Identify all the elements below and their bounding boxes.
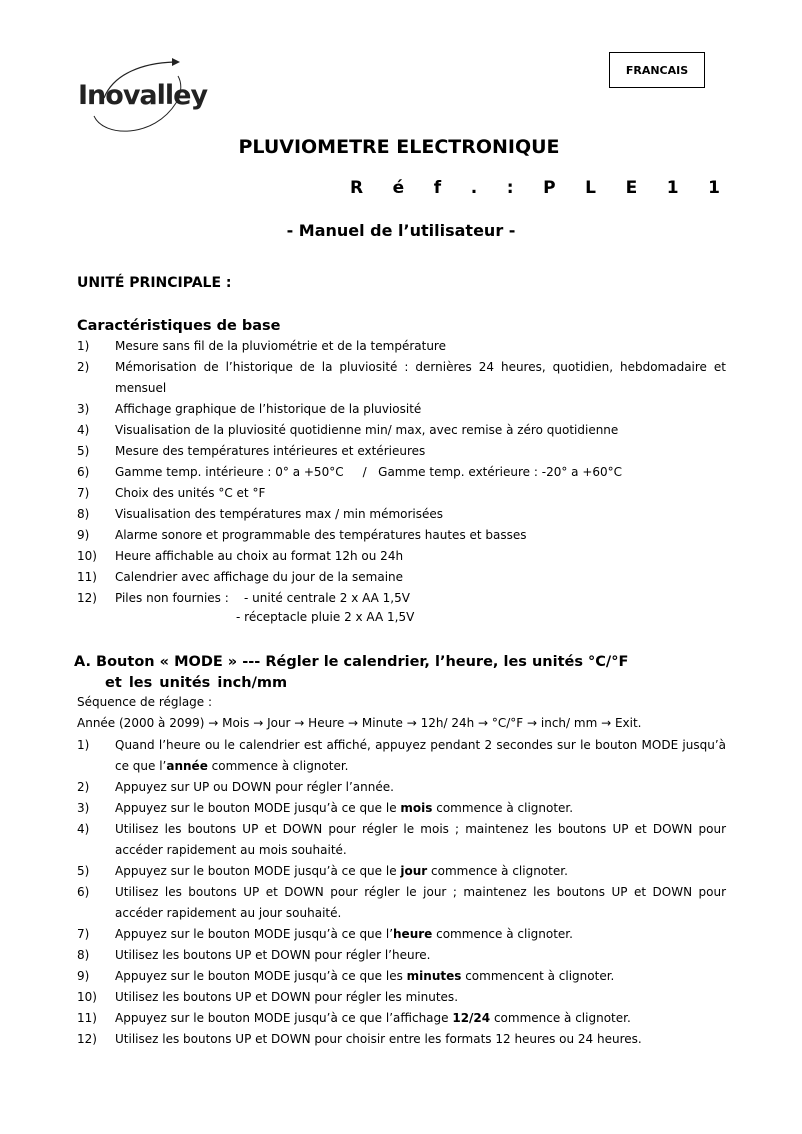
features-heading: Caractéristiques de base [77,318,281,334]
step-text-part: Utilisez les boutons UP et DOWN pour régler l’heure. [115,948,431,962]
feature-item [77,399,726,420]
feature-item [77,420,726,441]
step-number: 5) [77,864,90,878]
item-text: Heure affichable au choix au format 12h ou 24h [115,549,404,563]
step-number: 8) [77,948,90,962]
step-text [115,819,726,861]
logo-text: Inovalley [78,80,208,111]
reference [350,178,720,198]
item-number: 1) [77,339,90,353]
step-text-part: Appuyez sur le bouton MODE jusqu’à ce que le [115,864,401,878]
step-text-part: Utilisez les boutons UP et DOWN pour régler le jour ; maintenez les boutons UP et DOWN pour accéder rapidement au jour souhaité. [115,885,726,920]
step-item [77,987,726,1008]
reference-char: 1 [666,178,679,198]
step-item [77,924,726,945]
section-a-heading-line2: et les unités inch/mm [105,675,288,691]
features-list [77,336,730,609]
step-text [115,945,726,966]
step-text-bold: mois [400,801,433,815]
item-number: 2) [77,360,90,374]
step-text-part: Appuyez sur le bouton MODE jusqu’à ce que le [115,801,401,815]
item-text: Visualisation de la pluviosité quotidienne min/ max, avec remise à zéro quotidienne [115,423,619,437]
item-number: 12) [77,591,97,605]
step-number: 2) [77,780,90,794]
item-text: Mesure des températures intérieures et extérieures [115,444,426,458]
item-text: Alarme sonore et programmable des températures hautes et basses [115,528,527,542]
step-item [77,861,726,882]
step-text-bold: année [166,759,208,773]
step-number: 7) [77,927,90,941]
step-text-part: Utilisez les boutons UP et DOWN pour régler le mois ; maintenez les boutons UP et DOWN pour accéder rapidement au mois souhaité. [115,822,726,857]
step-number: 11) [77,1011,97,1025]
step-text-part: commence à clignoter. [432,927,573,941]
step-number: 10) [77,990,97,1004]
step-text [115,861,726,882]
step-text [115,882,726,924]
step-text-part: Appuyez sur le bouton MODE jusqu’à ce que l’affichage [115,1011,453,1025]
item-text: Mesure sans fil de la pluviométrie et de la température [115,339,446,353]
reference-char: 1 [708,178,720,198]
document-title: PLUVIOMETRE ELECTRONIQUE [238,136,560,158]
item-number: 7) [77,486,90,500]
item-number: 11) [77,570,97,584]
step-item [77,819,726,861]
step-text-bold: minutes [406,969,462,983]
step-text-part: Utilisez les boutons UP et DOWN pour régler les minutes. [115,990,459,1004]
step-text [115,777,726,798]
step-text [115,798,726,819]
step-number: 1) [77,738,90,752]
step-item [77,945,726,966]
item-number: 9) [77,528,90,542]
step-text-part: Appuyez sur le bouton MODE jusqu’à ce que les [115,969,407,983]
feature-item [77,546,726,567]
reference-char: L [585,178,596,198]
step-text [115,1008,726,1029]
item-number: 5) [77,444,90,458]
step-text-part: commencent à clignoter. [461,969,615,983]
item-text: Choix des unités °C et °F [115,486,266,500]
reference-char: : [506,178,514,198]
step-text-bold: jour [400,864,428,878]
step-item [77,798,726,819]
feature-item [77,567,726,588]
step-text-part: Appuyez sur le bouton MODE jusqu’à ce que l’ [115,927,394,941]
item-number: 8) [77,507,90,521]
step-number: 9) [77,969,90,983]
step-text [115,966,726,987]
step-text [115,1029,726,1050]
item-text: Affichage graphique de l’historique de la pluviosité [115,402,422,416]
feature-item [77,462,726,483]
features-continuation: - réceptacle pluie 2 x AA 1,5V [236,610,415,624]
reference-char: . [470,178,478,198]
language-label: FRANCAIS [609,52,705,88]
step-text-part: Utilisez les boutons UP et DOWN pour choisir entre les formats 12 heures ou 24 heures. [115,1032,642,1046]
step-text [115,987,726,1008]
feature-item [77,504,726,525]
feature-item [77,525,726,546]
step-text-bold: 12/24 [452,1011,491,1025]
reference-char: E [625,178,638,198]
step-text-part: commence à clignoter. [490,1011,631,1025]
step-text [115,924,726,945]
feature-item [77,357,730,399]
step-item [77,882,726,924]
step-text-part: commence à clignoter. [207,759,349,773]
step-item [77,966,726,987]
step-number: 3) [77,801,90,815]
item-text: Piles non fournies : - unité centrale 2 x AA 1,5V [115,591,410,605]
item-number: 6) [77,465,90,479]
step-item [77,1029,726,1050]
reference-char: é [392,178,405,198]
item-text: Mémorisation de l’historique de la pluviosité : dernières 24 heures, quotidien, hebdomadaire et mensuel [115,360,730,395]
main-unit-heading: UNITÉ PRINCIPALE : [77,275,232,291]
item-text: Gamme temp. intérieure : 0° a +50°C / Gamme temp. extérieure : -20° a +60°C [115,465,623,479]
step-text-part: commence à clignoter. [432,801,574,815]
reference-char: R [350,178,364,198]
feature-item [77,441,726,462]
inovalley-logo [74,58,224,138]
reference-char: P [543,178,556,198]
section-a-heading [74,652,628,694]
item-number: 3) [77,402,90,416]
item-text: Calendrier avec affichage du jour de la semaine [115,570,404,584]
section-a-heading-line1: A. Bouton « MODE » --- Régler le calendrier, l’heure, les unités °C/°F [74,654,629,670]
step-item [77,777,726,798]
feature-item [77,588,726,609]
feature-item [77,483,726,504]
steps-list [77,735,726,1050]
sequence: Année (2000 à 2099) → Mois → Jour → Heure → Minute → 12h/ 24h → °C/°F → inch/ mm → Exit. [77,716,642,730]
item-text: Visualisation des températures max / min mémorisées [115,507,444,521]
step-item [77,1008,726,1029]
item-number: 10) [77,549,97,563]
document-subtitle: - Manuel de l’utilisateur - [286,221,516,240]
step-text-part: commence à clignoter. [427,864,568,878]
step-number: 4) [77,822,90,836]
step-text-part: Quand l’heure ou le calendrier est affiché, appuyez pendant 2 secondes sur le bouton MODE jusqu’à ce que l’ [115,738,726,773]
step-number: 6) [77,885,90,899]
step-item [77,735,726,777]
step-number: 12) [77,1032,97,1046]
item-number: 4) [77,423,90,437]
step-text-part: Appuyez sur UP ou DOWN pour régler l’année. [115,780,394,794]
step-text [115,735,726,777]
feature-item [77,336,726,357]
sequence-label: Séquence de réglage : [77,695,213,709]
reference-char: f [433,178,442,198]
step-text-bold: heure [393,927,433,941]
